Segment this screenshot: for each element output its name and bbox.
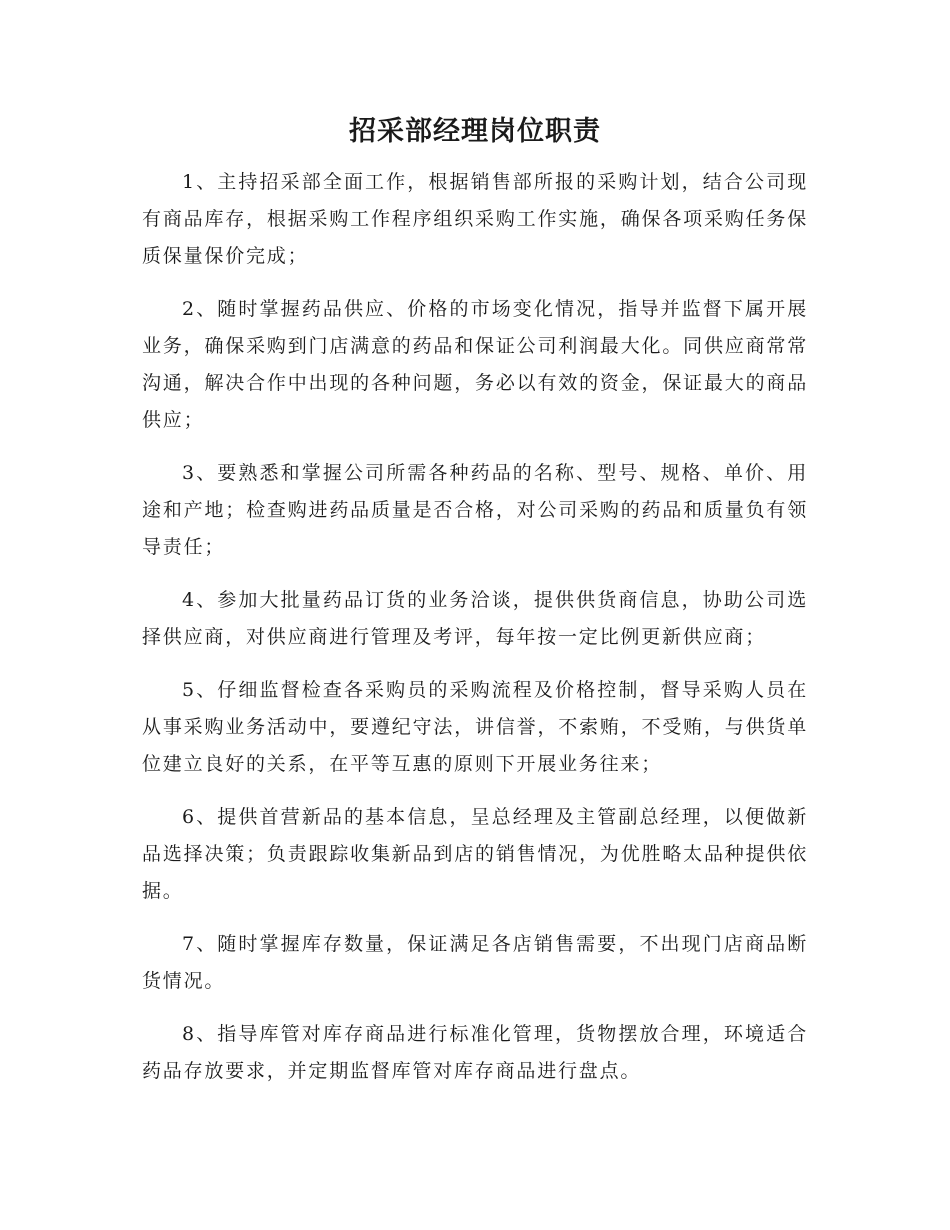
paragraph-3: 3、要熟悉和掌握公司所需各种药品的名称、型号、规格、单价、用途和产地；检查购进药品质量是否合格，对公司采购的药品和质量负有领导责任； [142, 462, 808, 558]
paragraph-6: 6、提供首营新品的基本信息，呈总经理及主管副总经理，以便做新品选择决策；负责跟踪收集新品到店的销售情况，为优胜略太品种提供依据。 [142, 806, 808, 902]
paragraph-4: 4、参加大批量药品订货的业务洽谈，提供供货商信息，协助公司选择供应商，对供应商进行管理及考评，每年按一定比例更新供应商； [142, 589, 808, 648]
paragraph-5: 5、仔细监督检查各采购员的采购流程及价格控制，督导采购人员在从事采购业务活动中，要遵纪守法，讲信誉，不索贿，不受贿，与供货单位建立良好的关系，在平等互惠的原则下开展业务往来； [142, 679, 808, 775]
paragraph-8: 8、指导库管对库存商品进行标准化管理，货物摆放合理，环境适合药品存放要求，并定期监督库管对库存商品进行盘点。 [142, 1023, 808, 1082]
paragraph-1: 1、主持招采部全面工作，根据销售部所报的采购计划，结合公司现有商品库存，根据采购工作程序组织采购工作实施，确保各项采购任务保质保量保价完成； [142, 171, 808, 267]
paragraph-7: 7、随时掌握库存数量，保证满足各店销售需要，不出现门店商品断货情况。 [142, 933, 808, 992]
paragraph-2: 2、随时掌握药品供应、价格的市场变化情况，指导并监督下属开展业务，确保采购到门店满意的药品和保证公司利润最大化。同供应商常常沟通，解决合作中出现的各种问题，务必以有效的资金，保证最大的商品供应； [142, 298, 808, 431]
document-title: 招采部经理岗位职责 [349, 116, 601, 147]
document-body [142, 164, 808, 1106]
